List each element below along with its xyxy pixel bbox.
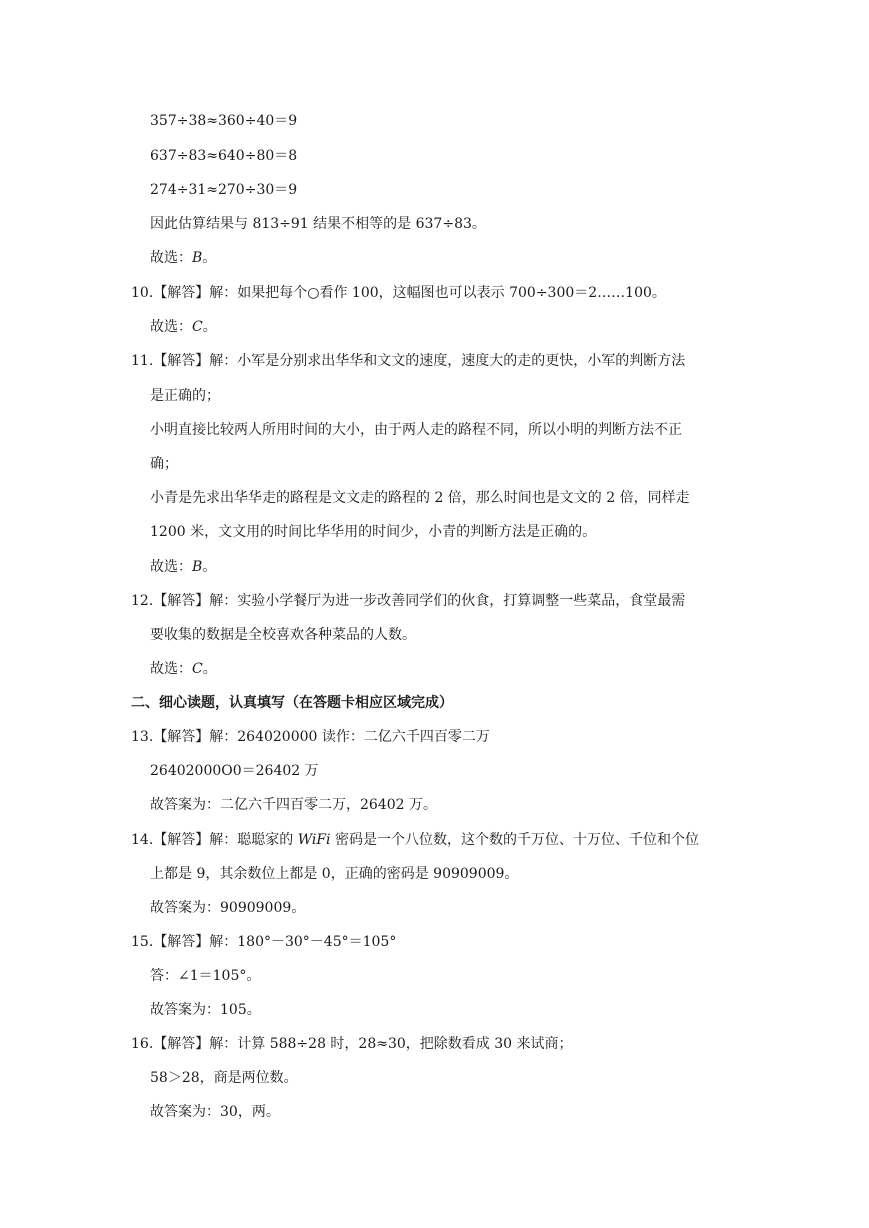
text-line: 是正确的； bbox=[150, 388, 220, 404]
text-line: 故答案为：90909009。 bbox=[150, 900, 306, 916]
answer-line: 故选：B。 bbox=[150, 559, 217, 575]
text-line: 答：∠1＝105°。 bbox=[150, 968, 261, 984]
text-line: 58＞28，商是两位数。 bbox=[150, 1070, 298, 1086]
answer-line: 故选：C。 bbox=[150, 319, 217, 335]
solution-13: 13.【解答】解：264020000 读作：二亿六千四百零二万 bbox=[131, 729, 490, 745]
text-line: 故答案为：105。 bbox=[150, 1002, 261, 1018]
text-line: 要收集的数据是全校喜欢各种菜品的人数。 bbox=[150, 627, 416, 643]
text-line: 357÷38≈360÷40＝9 bbox=[150, 113, 298, 129]
text-line: 上都是 9，其余数位上都是 0，正确的密码是 90909009。 bbox=[150, 866, 519, 882]
section-heading: 二、细心读题，认真填写（在答题卡相应区域完成） bbox=[131, 695, 453, 711]
text-line: 确； bbox=[150, 456, 178, 472]
solution-16: 16.【解答】解：计算 588÷28 时，28≈30，把除数看成 30 来试商； bbox=[131, 1036, 573, 1052]
solution-12: 12.【解答】解：实验小学餐厅为进一步改善同学们的伙食，打算调整一些菜品，食堂最需 bbox=[131, 593, 686, 609]
solution-11: 11.【解答】解：小军是分别求出华华和文文的速度，速度大的走的更快，小军的判断方法 bbox=[131, 353, 686, 369]
text-line: 小明直接比较两人所用时间的大小，由于两人走的路程不同，所以小明的判断方法不正 bbox=[150, 422, 682, 438]
text-line: 637÷83≈640÷80＝8 bbox=[150, 148, 298, 164]
solution-14: 14.【解答】解：聪聪家的 WiFi 密码是一个八位数，这个数的千万位、十万位、千位和个位 bbox=[131, 832, 699, 848]
text-line: 因此估算结果与 813÷91 结果不相等的是 637÷83。 bbox=[150, 216, 486, 232]
text-line: 故答案为：二亿六千四百零二万，26402 万。 bbox=[150, 797, 437, 813]
solution-15: 15.【解答】解：180°－30°－45°＝105° bbox=[131, 934, 397, 950]
solution-10: 10.【解答】解：如果把每个○看作 100，这幅图也可以表示 700÷300＝2……100。 bbox=[131, 285, 666, 301]
text-line: 小青是先求出华华走的路程是文文走的路程的 2 倍，那么时间也是文文的 2 倍，同样走 bbox=[150, 490, 690, 506]
text-line: 故答案为：30，两。 bbox=[150, 1104, 280, 1120]
answer-line: 故选：C。 bbox=[150, 661, 217, 677]
text-line: 26402000О0＝26402 万 bbox=[150, 763, 319, 779]
text-line: 1200 米，文文用的时间比华华用的时间少，小青的判断方法是正确的。 bbox=[150, 524, 597, 540]
answer-line: 故选：B。 bbox=[150, 250, 217, 266]
text-line: 274÷31≈270÷30＝9 bbox=[150, 182, 298, 198]
